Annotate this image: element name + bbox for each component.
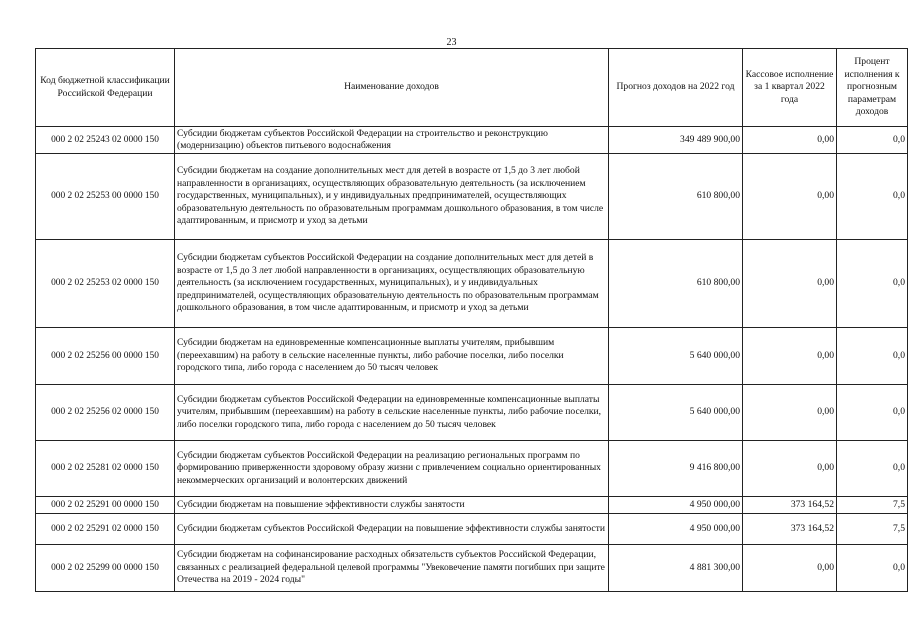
row-percent-cell: 0,0 [837, 328, 908, 385]
table-body [36, 127, 908, 592]
row-name-cell: Субсидии бюджетам субъектов Российской Федерации на реализацию региональных программ по формированию приверженности здоровому образу жизни с привлечением социально ориентированных некоммерческих организаций и волонтерских движений [175, 441, 609, 497]
row-name-cell: Субсидии бюджетам на создание дополнительных мест для детей в возрасте от 1,5 до 3 лет любой направленности в организациях, осуществляющих образовательную деятельность (за исключением государственных, муниципальных), и у индивидуальных предпринимателей, осуществляющих образовательную деятельность по образовательным программам дошкольного образования, в том числе адаптированным, и присмотр и уход за детьми [175, 154, 609, 240]
row-code-cell: 000 2 02 25291 02 0000 150 [36, 514, 175, 545]
row-percent-cell: 0,0 [837, 154, 908, 240]
row-cash-execution-cell: 0,00 [743, 441, 837, 497]
table-row [36, 240, 908, 328]
table-row [36, 127, 908, 154]
table-row [36, 154, 908, 240]
row-cash-execution-cell: 0,00 [743, 154, 837, 240]
table-row [36, 328, 908, 385]
row-cash-execution-cell: 373 164,52 [743, 514, 837, 545]
row-name-cell: Субсидии бюджетам на софинансирование расходных обязательств субъектов Российской Федерации, связанных с реализацией федеральной целевой программы "Увековечение памяти погибших при защите Отечества на 2019 - 2024 годы" [175, 545, 609, 592]
row-cash-execution-cell: 0,00 [743, 385, 837, 441]
row-name-cell: Субсидии бюджетам субъектов Российской Федерации на строительство и реконструкцию (модернизацию) объектов питьевого водоснабжения [175, 127, 609, 154]
row-cash-execution-cell: 0,00 [743, 545, 837, 592]
table-row [36, 497, 908, 514]
row-cash-execution-cell: 373 164,52 [743, 497, 837, 514]
row-code-cell: 000 2 02 25256 00 0000 150 [36, 328, 175, 385]
column-header-name: Наименование доходов [175, 49, 609, 127]
row-forecast-cell: 4 950 000,00 [609, 514, 743, 545]
row-forecast-cell: 4 950 000,00 [609, 497, 743, 514]
row-code-cell: 000 2 02 25253 02 0000 150 [36, 240, 175, 328]
row-name-cell: Субсидии бюджетам на единовременные компенсационные выплаты учителям, прибывшим (переехавшим) на работу в сельские населенные пункты, либо рабочие поселки, либо поселки городского типа, либо города с населением до 50 тысяч человек [175, 328, 609, 385]
row-forecast-cell: 349 489 900,00 [609, 127, 743, 154]
row-cash-execution-cell: 0,00 [743, 240, 837, 328]
row-percent-cell: 7,5 [837, 514, 908, 545]
row-code-cell: 000 2 02 25243 02 0000 150 [36, 127, 175, 154]
row-name-cell: Субсидии бюджетам субъектов Российской Федерации на повышение эффективности службы занятости [175, 514, 609, 545]
column-header-execution-percent: Процент исполнения к прогнозным параметрам доходов [837, 49, 908, 127]
row-code-cell: 000 2 02 25299 00 0000 150 [36, 545, 175, 592]
row-forecast-cell: 5 640 000,00 [609, 385, 743, 441]
row-cash-execution-cell: 0,00 [743, 127, 837, 154]
column-header-code: Код бюджетной классификации Российской Федерации [36, 49, 175, 127]
row-code-cell: 000 2 02 25256 02 0000 150 [36, 385, 175, 441]
row-percent-cell: 0,0 [837, 127, 908, 154]
row-forecast-cell: 610 800,00 [609, 240, 743, 328]
row-forecast-cell: 610 800,00 [609, 154, 743, 240]
row-percent-cell: 7,5 [837, 497, 908, 514]
table-row [36, 514, 908, 545]
row-forecast-cell: 5 640 000,00 [609, 328, 743, 385]
table-row [36, 545, 908, 592]
row-percent-cell: 0,0 [837, 240, 908, 328]
page-number: 23 [446, 37, 457, 48]
column-header-cash-execution: Кассовое исполнение за 1 квартал 2022 года [743, 49, 837, 127]
row-name-cell: Субсидии бюджетам на повышение эффективности службы занятости [175, 497, 609, 514]
row-code-cell: 000 2 02 25281 02 0000 150 [36, 441, 175, 497]
row-percent-cell: 0,0 [837, 545, 908, 592]
row-forecast-cell: 4 881 300,00 [609, 545, 743, 592]
row-percent-cell: 0,0 [837, 385, 908, 441]
row-cash-execution-cell: 0,00 [743, 328, 837, 385]
column-header-forecast: Прогноз доходов на 2022 год [609, 49, 743, 127]
row-forecast-cell: 9 416 800,00 [609, 441, 743, 497]
row-code-cell: 000 2 02 25253 00 0000 150 [36, 154, 175, 240]
row-code-cell: 000 2 02 25291 00 0000 150 [36, 497, 175, 514]
table-row [36, 385, 908, 441]
budget-revenue-table [35, 48, 908, 592]
table-row [36, 441, 908, 497]
row-name-cell: Субсидии бюджетам субъектов Российской Федерации на создание дополнительных мест для детей в возрасте от 1,5 до 3 лет любой направленности в организациях, осуществляющих образовательную деятельность (за исключением государственных, муниципальных), и у индивидуальных предпринимателей, осуществляющих образовательную деятельность по образовательным программам дошкольного образования, в том числе адаптированным, и присмотр и уход за детьми [175, 240, 609, 328]
row-percent-cell: 0,0 [837, 441, 908, 497]
row-name-cell: Субсидии бюджетам субъектов Российской Федерации на единовременные компенсационные выплаты учителям, прибывшим (переехавшим) на работу в сельские населенные пункты, либо рабочие поселки, либо поселки городского типа, либо города с населением до 50 тысяч человек [175, 385, 609, 441]
table-header [36, 49, 908, 127]
